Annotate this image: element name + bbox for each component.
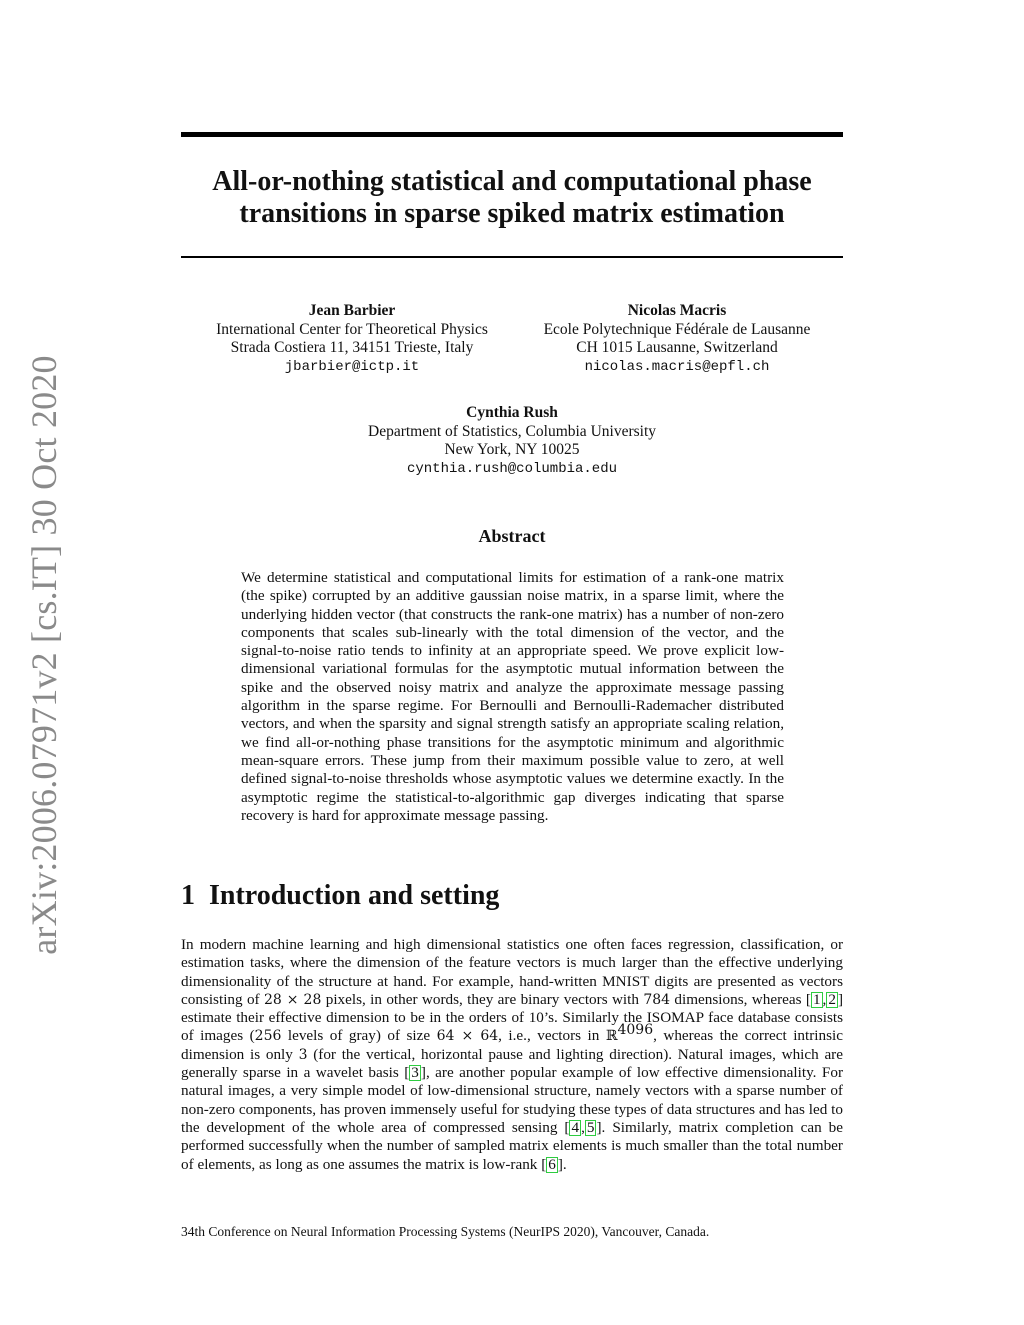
author-name: Nicolas Macris: [627, 302, 727, 319]
citation-link[interactable]: 1: [812, 990, 821, 1008]
paper-title: All-or-nothing statistical and computational phase transitions in sparse spiked matrix estimation: [212, 166, 812, 229]
intro-text: dimensions, whereas: [670, 990, 806, 1008]
citation-link[interactable]: 3: [411, 1064, 419, 1082]
math-expression: ℝ: [605, 1028, 618, 1045]
intro-text: , are another popular example of low effective dimensionality. For natural images, a very simple model of low-dimensional structure, namely vectors with a sparse number of non-zero components, has proven immensely useful for studying these types of data structures and has led to the development of the whole area of compressed sensing: [181, 1064, 843, 1136]
intro-text: pixels, in other words, they are binary vectors with: [321, 990, 644, 1008]
author-address: CH 1015 Lausanne, Switzerland: [576, 339, 778, 356]
intro-text: .: [562, 1155, 567, 1173]
section-title: Introduction and setting: [209, 880, 500, 911]
math-expression: 64 × 64: [436, 1028, 499, 1045]
intro-text: levels of gray) of size: [281, 1027, 437, 1045]
citation-link[interactable]: 6: [548, 1155, 556, 1173]
math-expression: 256: [254, 1028, 282, 1045]
author-affiliation: Ecole Polytechnique Fédérale de Lausanne: [543, 320, 811, 338]
author-block-2: [512, 302, 842, 376]
citation-link[interactable]: 4: [571, 1118, 580, 1136]
author-name: Jean Barbier: [308, 302, 396, 319]
author-address: Strada Costiera 11, 34151 Trieste, Italy: [230, 339, 474, 356]
title-top-rule: [181, 132, 843, 137]
author-block-3: [312, 404, 712, 478]
intro-text: . Similarly, matrix completion can be performed successfully when the number of sampled matrix elements is much smaller than the total number of elements, as long as one assumes the matrix is low-rank: [181, 1118, 843, 1173]
citation-link[interactable]: 2: [828, 990, 836, 1008]
math-expression: 3: [298, 1046, 308, 1063]
math-expression: 784: [643, 991, 671, 1008]
author-affiliation: Department of Statistics, Columbia University: [368, 422, 656, 440]
citation-link[interactable]: 5: [586, 1118, 595, 1136]
intro-text: In modern machine learning and high dimensional statistics one often faces regression, classification, or estimation tasks, where the dimension of the feature vectors is much larger than the effective underlying dimensionality of the structure at hand. For example, hand-written MNIST digits are presented as vectors consisting of: [181, 936, 843, 1008]
intro-text: , i.e., vectors in: [498, 1027, 606, 1045]
math-superscript: 4096: [617, 1022, 654, 1039]
author-address: New York, NY 10025: [444, 441, 580, 458]
intro-paragraph: In modern machine learning and high dimensional statistics one often faces regression, classification, or estimation tasks, where the dimension of the feature vectors is much larger than the effective underlying dimensionality of the structure at hand. For example, hand-written MNIST digits are presented as vectors consisting of 28 × 28 pixels, in other words, they are binary vectors with 784 dimensions, whereas [ 1 , 2 ] estimate their effective dimension to be in the orders of 10’s. Similarly the ISOMAP face database consists of images (256 levels of gray) of size 64 × 64, i.e., vectors in ℝ$^{4096}$, whereas the correct intrinsic dimension is only 3 (for the vertical, horizontal pause and lighting direction). Natural images, which are generally sparse in a wavelet basis [ 3 ], are another popular example of low effective dimensionality. For natural images, a very simple model of low-dimensional structure, namely vectors with a sparse number of non-zero components, has proven immensely useful for studying these types of data structures and has led to the development of the whole area of compressed sensing [ 4 , 5 ]. Similarly, matrix completion can be performed successfully when the number of sampled matrix elements is much smaller than the total number of elements, as long as one assumes the matrix is low-rank [ 6 ].: [181, 936, 843, 1173]
abstract-text: We determine statistical and computational limits for estimation of a rank-one matrix (the spike) corrupted by an additive gaussian noise matrix, in a sparse limit, where the underlying hidden vector (that constructs the rank-one matrix) has a number of non-zero components that scales sub-linearly with the total dimension of the vector, and the signal-to-noise ratio tends to infinity at an appropriate speed. We prove explicit low-dimensional variational formulas for the asymptotic mutual information between the spike and the observed noisy matrix and analyze the approximate message passing algorithm in the sparse regime. For Bernoulli and Bernoulli-Rademacher distributed vectors, and when the sparsity and signal strength satisfy an appropriate scaling relation, we find all-or-nothing phase transitions for the asymptotic minimum and algorithmic mean-square errors. These jump from their maximum possible value to zero, at well defined signal-to-noise thresholds whose asymptotic values we determine exactly. In the asymptotic regime the statistical-to-algorithmic gap diverges indicating that sparse recovery is hard for approximate message passing.: [241, 569, 784, 824]
intro-text: , whereas the correct intrinsic dimension is only: [181, 1027, 843, 1063]
author-email[interactable]: nicolas.macris@epfl.ch: [584, 358, 770, 375]
section-number: 1: [181, 880, 195, 911]
title-bottom-rule: [181, 256, 843, 258]
conference-footnote: 34th Conference on Neural Information Processing Systems (NeurIPS 2020), Vancouver, Canada.: [181, 1224, 710, 1239]
math-expression: 28 × 28: [263, 991, 322, 1008]
author-affiliation: International Center for Theoretical Physics: [216, 320, 488, 338]
arxiv-identifier-stamp: [12, 355, 76, 955]
abstract-heading: Abstract: [478, 526, 546, 546]
intro-text: estimate their effective dimension to be in the orders of 10’s. Similarly the ISOMAP face database consists of images (: [181, 1009, 843, 1045]
arxiv-id-text: arXiv:2006.07971v2 [cs.IT] 30 Oct 2020: [24, 355, 64, 955]
author-name: Cynthia Rush: [466, 404, 558, 421]
section-heading: [181, 880, 499, 912]
author-block-1: [181, 302, 523, 376]
author-email[interactable]: cynthia.rush@columbia.edu: [406, 460, 618, 477]
author-email[interactable]: jbarbier@ictp.it: [284, 358, 420, 375]
intro-text: (for the vertical, horizontal pause and lighting direction). Natural images, which are generally sparse in a wavelet basis: [181, 1045, 843, 1082]
